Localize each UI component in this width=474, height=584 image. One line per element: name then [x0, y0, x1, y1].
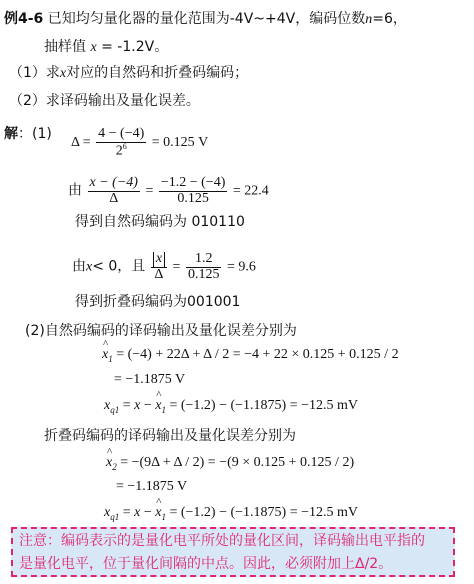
frac2-denominator: 0.125	[177, 190, 209, 206]
result1: = 22.4	[232, 183, 269, 199]
xhat1-eq: = (−4) + 22Δ + Δ / 2 = −4 + 22 × 0.125 + 0.125 / 2	[116, 347, 399, 362]
xq2-symbol: $x_{q1}$	[104, 505, 120, 522]
question-2-text: （2）求译码输出及量化误差。	[9, 93, 200, 109]
xq1-eq: = x − ^ $x_1$	[123, 398, 166, 413]
result2: = 9.6	[226, 259, 256, 275]
abs-x: x	[153, 252, 165, 267]
frac1-denominator: Δ	[109, 190, 119, 206]
cond-text: < 0，且	[92, 258, 146, 275]
var-x: x	[90, 40, 97, 55]
delta-den-base: 2	[115, 143, 123, 159]
xq2-eq: = x − ^ $x_1$	[123, 505, 166, 520]
part2-title: (2)自然码编码的译码输出及量化误差分别为	[25, 323, 297, 339]
frac1	[88, 176, 140, 206]
delta-rhs: = 0.125 V	[151, 135, 209, 151]
problem-text-2a: 抽样值	[44, 39, 86, 55]
xhat1-value: = −1.1875 V	[114, 372, 186, 387]
frac2-numerator: −1.2 − (−4)	[160, 175, 226, 190]
solution-label: 解	[4, 126, 18, 142]
frac4-denominator: 0.125	[187, 266, 220, 282]
question-1-var: x	[59, 66, 67, 81]
natural-code-result: 得到自然码编码为 010110	[75, 214, 245, 230]
eq-sign-2: =	[172, 259, 181, 275]
frac1-numerator: x − (−4)	[89, 175, 138, 190]
xhat1-symbol: ^ $x_1$	[102, 347, 113, 364]
delta-formula	[71, 127, 208, 159]
xq1-symbol: $x_{q1}$	[104, 398, 120, 415]
folded-code-result: 得到折叠码编码为001001	[75, 294, 241, 310]
you-prefix: 由	[68, 182, 82, 199]
cond-prefix: 由	[72, 258, 86, 275]
note-line-1: 注意：编码表示的是量化电平所处的量化区间，译码输出电平指的	[19, 533, 425, 549]
var-n: n	[365, 12, 373, 27]
xhat1-line	[102, 347, 399, 364]
note-line-2: 是量化电平，位于量化间隔的中点。因此，必须附加上Δ/2。	[19, 556, 393, 572]
xq2-line	[104, 505, 358, 522]
xq2-rest: = (−1.2) − (−1.1875) = −12.5 mV	[169, 505, 358, 520]
problem-label: 例4-6	[4, 11, 44, 27]
xhat2-eq: = −(9Δ + Δ / 2) = −(9 × 0.125 + 0.125 / 2)	[120, 455, 355, 470]
problem-line-1	[4, 8, 407, 28]
frac4-numerator: 1.2	[186, 252, 222, 268]
question-1-text: 对应的自然码和折叠码编码；	[66, 65, 249, 81]
xhat2-symbol: ^ $x_2$	[106, 455, 117, 472]
problem-line-2	[44, 36, 168, 56]
xq1-rest: = (−1.2) − (−1.1875) = −12.5 mV	[169, 398, 358, 413]
problem-text-1a: 已知均匀量化器的量化范围为-4V~+4V，编码位数	[47, 11, 366, 27]
problem-text-1b: =6，	[372, 11, 407, 27]
delta-numerator: 4 − (−4)	[98, 126, 145, 141]
folded-title: 折叠码编码的译码输出及量化误差分别为	[44, 428, 296, 444]
question-2	[9, 90, 200, 110]
frac2	[159, 176, 228, 206]
frac4	[186, 252, 222, 282]
folded-code-formula	[72, 252, 256, 282]
delta-den-exp: 6	[122, 141, 127, 151]
frac3-denominator: Δ	[154, 266, 164, 282]
cond-x: x	[86, 259, 93, 275]
xhat2-value: = −1.1875 V	[116, 479, 188, 494]
question-1-prefix: （1）求	[9, 65, 60, 81]
problem-text-2b: = -1.2V。	[96, 39, 169, 55]
solution-colon: ：(1)	[18, 126, 52, 142]
delta-lhs: Δ =	[71, 135, 91, 151]
eq-sign: =	[145, 183, 154, 199]
solution-label-line	[4, 123, 52, 143]
xq1-line	[104, 398, 358, 415]
frac3	[151, 252, 167, 282]
xhat2-line	[106, 455, 354, 472]
delta-fraction	[96, 127, 146, 159]
natural-code-formula	[68, 176, 269, 206]
delta-denominator	[96, 143, 146, 159]
note-box	[11, 527, 455, 577]
question-1	[9, 62, 248, 82]
